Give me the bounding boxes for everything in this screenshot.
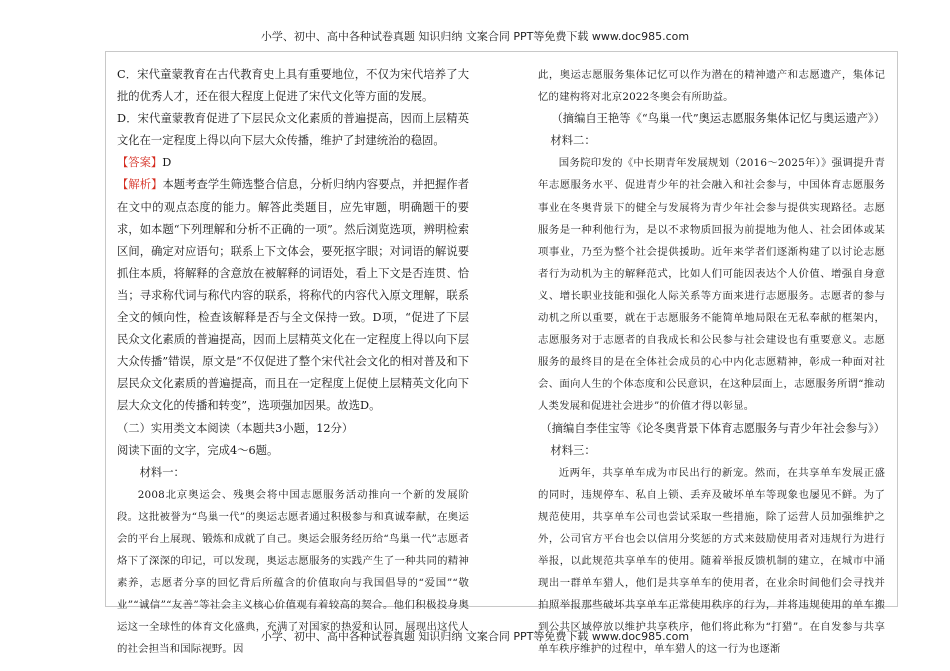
analysis-label: 【解析】 xyxy=(117,178,163,192)
material1-continuation: 此，奥运志愿服务集体记忆可以作为潜在的精神遗产和志愿遗产，集体记忆的建构将对北京2022冬奥会有所助益。 xyxy=(538,69,885,104)
analysis-paragraph xyxy=(117,174,469,417)
answer-line xyxy=(117,152,469,174)
footer-banner: 小学、初中、高中各种试卷真题 知识归纳 文案合同 PPT等免费下载 www.doc985.com xyxy=(260,630,690,643)
answer-label: 【答案】 xyxy=(117,156,163,170)
option-d: D．宋代童蒙教育促进了下层民众文化素质的普遍提高，因而上层精英文化在一定程度上得以向下层大众传播，维护了封建统治的稳固。 xyxy=(117,112,469,148)
material3-text: 近两年，共享单车成为市民出行的新宠。然而，在共享单车发展正盛的同时，违规停车、私自上锁、丢弃及破坏单车等现象也屡见不鲜。为了规范使用，共享单车公司也尝试采取一些措施，除了运营人员加强维护之外，公司官方平台也会以信用分奖惩的方式来鼓励使用者对违规行为进行举报，以此规范共享单车的使用。随着举报反馈机制的建立，在城市中涌现出一群单车猎人，他们是共享单车的使用者，在业余时间他们会寻找并拍照举报那些破坏共享单车正常使用秩序的行为，并将违规使用的单车搬到公共区域停放以维护共享秩序，他们将此称为“打猎”。在自发参与共享单车秩序维护的过程中，单车猎人的这一行为也逐渐 xyxy=(538,466,885,656)
source-1: （摘编自王艳等《“鸟巢一代”奥运志愿服务集体记忆与奥运遗产》） xyxy=(551,112,885,126)
material1-text: 2008北京奥运会、残奥会将中国志愿服务活动推向一个新的发展阶段。这批被誉为“鸟巢一代”的奥运志愿者通过积极参与和真诚奉献，在奥运会的平台上展现、锻炼和成就了自己。奥运会服务经历给“鸟巢一代”志愿者烙下了深深的印记，可以发现，奥运志愿服务的实践产生了一种共同的精神素养，志愿者分享的回忆背后所蕴含的价值取向与我国倡导的“爱国”“敬业”“诚信”“友善”等社会主义核心价值观有着较高的契合。他们积极投身奥运这一全球性的体育文化盛典，充满了对国家的热爱和认同，展现出这代人的社会担当和国际视野。因 xyxy=(117,488,469,656)
instruction: 阅读下面的文字，完成4～6题。 xyxy=(117,443,279,457)
right-column xyxy=(538,64,885,661)
material2-text: 国务院印发的《中长期青年发展规划（2016～2025年）》强调提升青年志愿服务水平、促进青少年的社会融入和社会参与，中国体育志愿服务事业在冬奥背景下的健全与发展将为青少年社会参与提供实现路径。志愿服务是一种利他行为，是以不求物质回报为前提地为他人、社会团体或某项事业，乃至为整个社会提供援助。近年来学者们逐渐构建了以讨论志愿者行为动机为主的解释范式，比如人们可能因表达个人价值、增强自身意义、增长职业技能和强化人际关系等方面来进行志愿服务。志愿者的参与动机之所以重要，就在于志愿服务不能简单地局限在无私奉献的框架内，志愿服务对于志愿者的自我成长和公民参与社会建设也有重要意义。志愿服务的最终目的是在全体社会成员的心中内化志愿精神，彰成一种面对社会、面向人生的个体态度和公民意识，在这种层面上，志愿服务所谓“推动人类发展和促进社会进步”的价值才得以彰显。 xyxy=(538,157,885,413)
material3-label: 材料三： xyxy=(550,443,596,457)
option-c: C．宋代童蒙教育在古代教育史上具有重要地位，不仅为宋代培养了大批的优秀人才，还在很大程度上促进了宋代文化等方面的发展。 xyxy=(117,68,469,104)
header-banner: 小学、初中、高中各种试卷真题 知识归纳 文案合同 PPT等免费下载 www.doc985.com xyxy=(260,30,690,43)
answer-value: D xyxy=(162,156,172,170)
analysis-text: 本题考查学生筛选整合信息，分析归纳内容要点，并把握作者在文中的观点态度的能力。解答此类题目，应先审题，明确题干的要求，如本题“下列理解和分析不正确的一项”。然后浏览选项，辨明检索区间，确定对应语句；联系上下文体会，要死抠字眼；对词语的解说要抓住本质，将解释的含意放在被解释的词语处，看上下文是否连贯、恰当；寻求称代词与称代内容的联系，将称代的内容代入原文理解，联系全文的倾向性，检查该解释是否与全文保持一致。D项，“促进了下层民众文化素质的普遍提高，因而上层精英文化在一定程度上得以向下层大众传播”错误，原文是“不仅促进了整个宋代社会文化的相对普及和下层民众文化素质的普遍提高，而且在一定程度上促使上层精英文化向下层大众文化的传播和转变”，选项强加因果。故选D。 xyxy=(117,178,469,413)
section-heading: （二）实用类文本阅读（本题共3小题，12分） xyxy=(117,421,354,435)
material2-label: 材料二： xyxy=(550,134,596,148)
source-2: （摘编自李佳宝等《论冬奥背景下体育志愿服务与青少年社会参与》） xyxy=(540,421,885,435)
left-column xyxy=(117,64,469,661)
material1-label: 材料一： xyxy=(139,465,185,479)
